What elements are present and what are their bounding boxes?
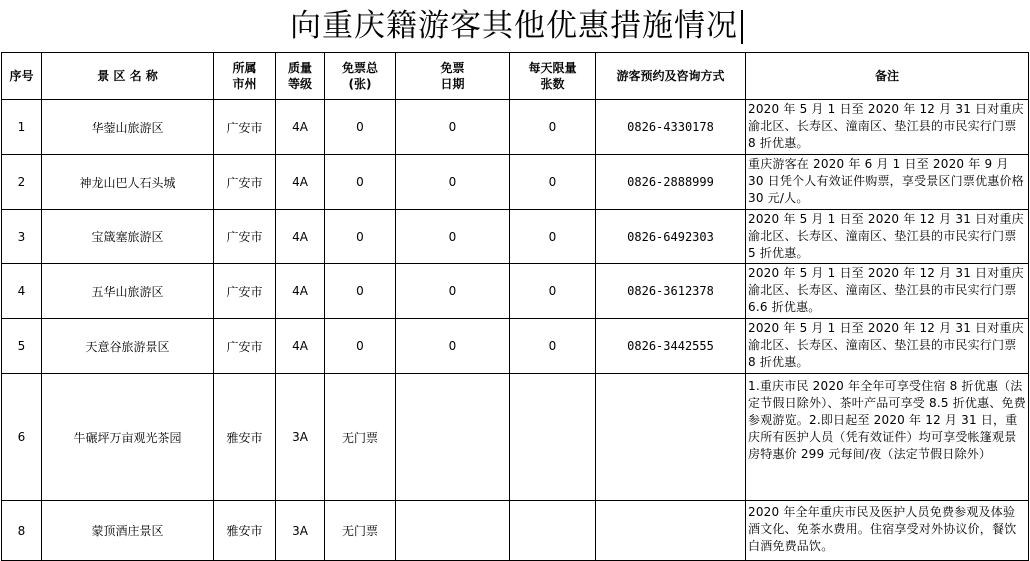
cell-no: 2: [2, 155, 42, 210]
cell-free-total: 无门票: [325, 374, 396, 501]
cell-no: 5: [2, 319, 42, 374]
cell-daily-limit: 0: [510, 100, 596, 155]
cell-free-total: 0: [325, 210, 396, 264]
cell-grade: 4A: [276, 264, 325, 319]
cell-name: 宝箴塞旅游区: [42, 210, 214, 264]
cell-free-date: 0: [396, 210, 510, 264]
cell-contact: [596, 501, 746, 561]
cell-free-total: 0: [325, 319, 396, 374]
table-row: [2, 100, 1029, 155]
cell-note: 2020 年 5 月 1 日至 2020 年 12 月 31 日对重庆渝北区、长寿区、潼南区、垫江县的市民实行门票 8 折优惠。: [746, 100, 1029, 155]
header-daily-limit: 每天限量 张数: [510, 53, 596, 100]
text-cursor: [741, 10, 743, 44]
cell-name: 蒙顶酒庄景区: [42, 501, 214, 561]
cell-no: 3: [2, 210, 42, 264]
cell-daily-limit: 0: [510, 210, 596, 264]
header-city: 所属 市州: [214, 53, 276, 100]
cell-grade: 4A: [276, 319, 325, 374]
cell-city: 广安市: [214, 210, 276, 264]
table-row: [2, 319, 1029, 374]
cell-note: 2020 年 5 月 1 日至 2020 年 12 月 31 日对重庆渝北区、长寿区、潼南区、垫江县的市民实行门票 6.6 折优惠。: [746, 264, 1029, 319]
cell-daily-limit: [510, 501, 596, 561]
header-note: 备注: [746, 53, 1029, 100]
cell-free-total: 0: [325, 155, 396, 210]
cell-contact: 0826-6492303: [596, 210, 746, 264]
cell-contact: [596, 374, 746, 501]
cell-free-date: 0: [396, 155, 510, 210]
cell-grade: 4A: [276, 155, 325, 210]
cell-name: 天意谷旅游景区: [42, 319, 214, 374]
table-row: [2, 374, 1029, 501]
header-contact: 游客预约及咨询方式: [596, 53, 746, 100]
cell-city: 广安市: [214, 100, 276, 155]
cell-daily-limit: 0: [510, 319, 596, 374]
cell-no: 1: [2, 100, 42, 155]
document-title: [0, 0, 1030, 52]
header-free-total: 免票总 (张): [325, 53, 396, 100]
header-row: [2, 53, 1029, 100]
table-row: [2, 210, 1029, 264]
cell-note: 重庆游客在 2020 年 6 月 1 日至 2020 年 9 月 30 日凭个人有效证件购票，享受景区门票优惠价格 30 元/人。: [746, 155, 1029, 210]
cell-daily-limit: 0: [510, 264, 596, 319]
header-grade: 质量 等级: [276, 53, 325, 100]
cell-note: 2020 年 5 月 1 日至 2020 年 12 月 31 日对重庆渝北区、长寿区、潼南区、垫江县的市民实行门票 5 折优惠。: [746, 210, 1029, 264]
cell-city: 雅安市: [214, 501, 276, 561]
cell-name: 五华山旅游区: [42, 264, 214, 319]
cell-grade: 3A: [276, 501, 325, 561]
cell-no: 8: [2, 501, 42, 561]
cell-city: 雅安市: [214, 374, 276, 501]
title-text: 向重庆籍游客其他优惠措施情况: [290, 8, 738, 44]
header-free-date: 免票 日期: [396, 53, 510, 100]
cell-no: 4: [2, 264, 42, 319]
cell-contact: 0826-3442555: [596, 319, 746, 374]
header-name: 景 区 名 称: [42, 53, 214, 100]
cell-grade: 3A: [276, 374, 325, 501]
cell-daily-limit: 0: [510, 155, 596, 210]
cell-contact: 0826-4330178: [596, 100, 746, 155]
discount-table: [1, 52, 1029, 561]
cell-free-total: 0: [325, 100, 396, 155]
cell-free-date: [396, 501, 510, 561]
cell-no: 6: [2, 374, 42, 501]
cell-note: 2020 年全年重庆市民及医护人员免费参观及体验酒文化、免茶水费用。住宿享受对外协议价，餐饮白酒免费品饮。: [746, 501, 1029, 561]
cell-contact: 0826-2888999: [596, 155, 746, 210]
table-row: [2, 264, 1029, 319]
cell-city: 广安市: [214, 319, 276, 374]
cell-free-date: 0: [396, 100, 510, 155]
cell-name: 牛碾坪万亩观光茶园: [42, 374, 214, 501]
cell-name: 华蓥山旅游区: [42, 100, 214, 155]
cell-grade: 4A: [276, 100, 325, 155]
cell-contact: 0826-3612378: [596, 264, 746, 319]
cell-name: 神龙山巴人石头城: [42, 155, 214, 210]
cell-free-total: 0: [325, 264, 396, 319]
cell-grade: 4A: [276, 210, 325, 264]
cell-city: 广安市: [214, 155, 276, 210]
cell-free-total: 无门票: [325, 501, 396, 561]
cell-city: 广安市: [214, 264, 276, 319]
cell-free-date: 0: [396, 264, 510, 319]
cell-free-date: 0: [396, 319, 510, 374]
cell-note: 2020 年 5 月 1 日至 2020 年 12 月 31 日对重庆渝北区、长寿区、潼南区、垫江县的市民实行门票 8 折优惠。: [746, 319, 1029, 374]
cell-daily-limit: [510, 374, 596, 501]
table-row: [2, 155, 1029, 210]
header-no: 序号: [2, 53, 42, 100]
cell-note: 1.重庆市民 2020 年全年可享受住宿 8 折优惠（法定节假日除外）、茶叶产品可享受 8.5 折优惠、免费参观游览。2.即日起至 2020 年 12 月 31 日，重庆所有医护人员（凭有效证件）均可享受帐篷观景房特惠价 299 元每间/夜（法定节假日除外）: [746, 374, 1029, 501]
table-row: [2, 501, 1029, 561]
cell-free-date: [396, 374, 510, 501]
